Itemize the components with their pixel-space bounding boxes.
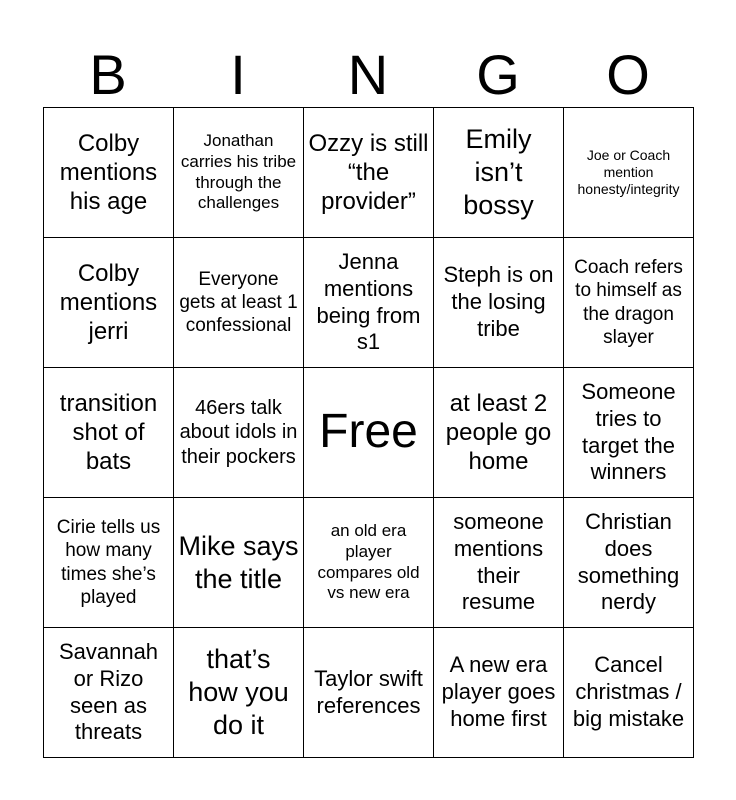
header-letter-g: G xyxy=(476,43,520,106)
bingo-cell[interactable]: that’s how you do it xyxy=(174,628,304,758)
bingo-cell[interactable]: Christian does something nerdy xyxy=(564,498,694,628)
bingo-cell[interactable]: someone mentions their resume xyxy=(434,498,564,628)
header-letter-i: I xyxy=(230,43,246,106)
header-letter-n: N xyxy=(347,43,389,106)
grid-row xyxy=(44,498,694,628)
bingo-cell[interactable]: Cancel christmas / big mistake xyxy=(564,628,694,758)
bingo-cell[interactable]: Colby mentions his age xyxy=(44,108,174,238)
grid-row xyxy=(44,238,694,368)
bingo-cell[interactable]: an old era player compares old vs new era xyxy=(304,498,434,628)
bingo-cell[interactable]: Colby mentions jerri xyxy=(44,238,174,368)
bingo-cell[interactable]: A new era player goes home first xyxy=(434,628,564,758)
bingo-cell[interactable]: 46ers talk about idols in their pockers xyxy=(174,368,304,498)
free-cell[interactable]: Free xyxy=(304,368,434,498)
bingo-cell[interactable]: Ozzy is still “the provider” xyxy=(304,108,434,238)
bingo-cell[interactable]: Mike says the title xyxy=(174,498,304,628)
bingo-cell[interactable]: Taylor swift references xyxy=(304,628,434,758)
bingo-cell[interactable]: Steph is on the losing tribe xyxy=(434,238,564,368)
bingo-header xyxy=(43,40,693,110)
grid-row xyxy=(44,108,694,238)
bingo-cell[interactable]: Cirie tells us how many times she’s played xyxy=(44,498,174,628)
bingo-cell[interactable]: Someone tries to target the winners xyxy=(564,368,694,498)
bingo-cell[interactable]: Jenna mentions being from s1 xyxy=(304,238,434,368)
grid-row xyxy=(44,368,694,498)
header-letter-o: O xyxy=(606,43,650,106)
header-letter-b: B xyxy=(89,43,127,106)
bingo-cell[interactable]: transition shot of bats xyxy=(44,368,174,498)
bingo-grid xyxy=(43,107,694,758)
bingo-cell[interactable]: Jonathan carries his tribe through the challenges xyxy=(174,108,304,238)
bingo-cell[interactable]: Everyone gets at least 1 confessional xyxy=(174,238,304,368)
bingo-cell[interactable]: Savannah or Rizo seen as threats xyxy=(44,628,174,758)
bingo-cell[interactable]: Joe or Coach mention honesty/integrity xyxy=(564,108,694,238)
bingo-cell[interactable]: Coach refers to himself as the dragon slayer xyxy=(564,238,694,368)
bingo-cell[interactable]: Emily isn’t bossy xyxy=(434,108,564,238)
grid-row xyxy=(44,628,694,758)
bingo-cell[interactable]: at least 2 people go home xyxy=(434,368,564,498)
